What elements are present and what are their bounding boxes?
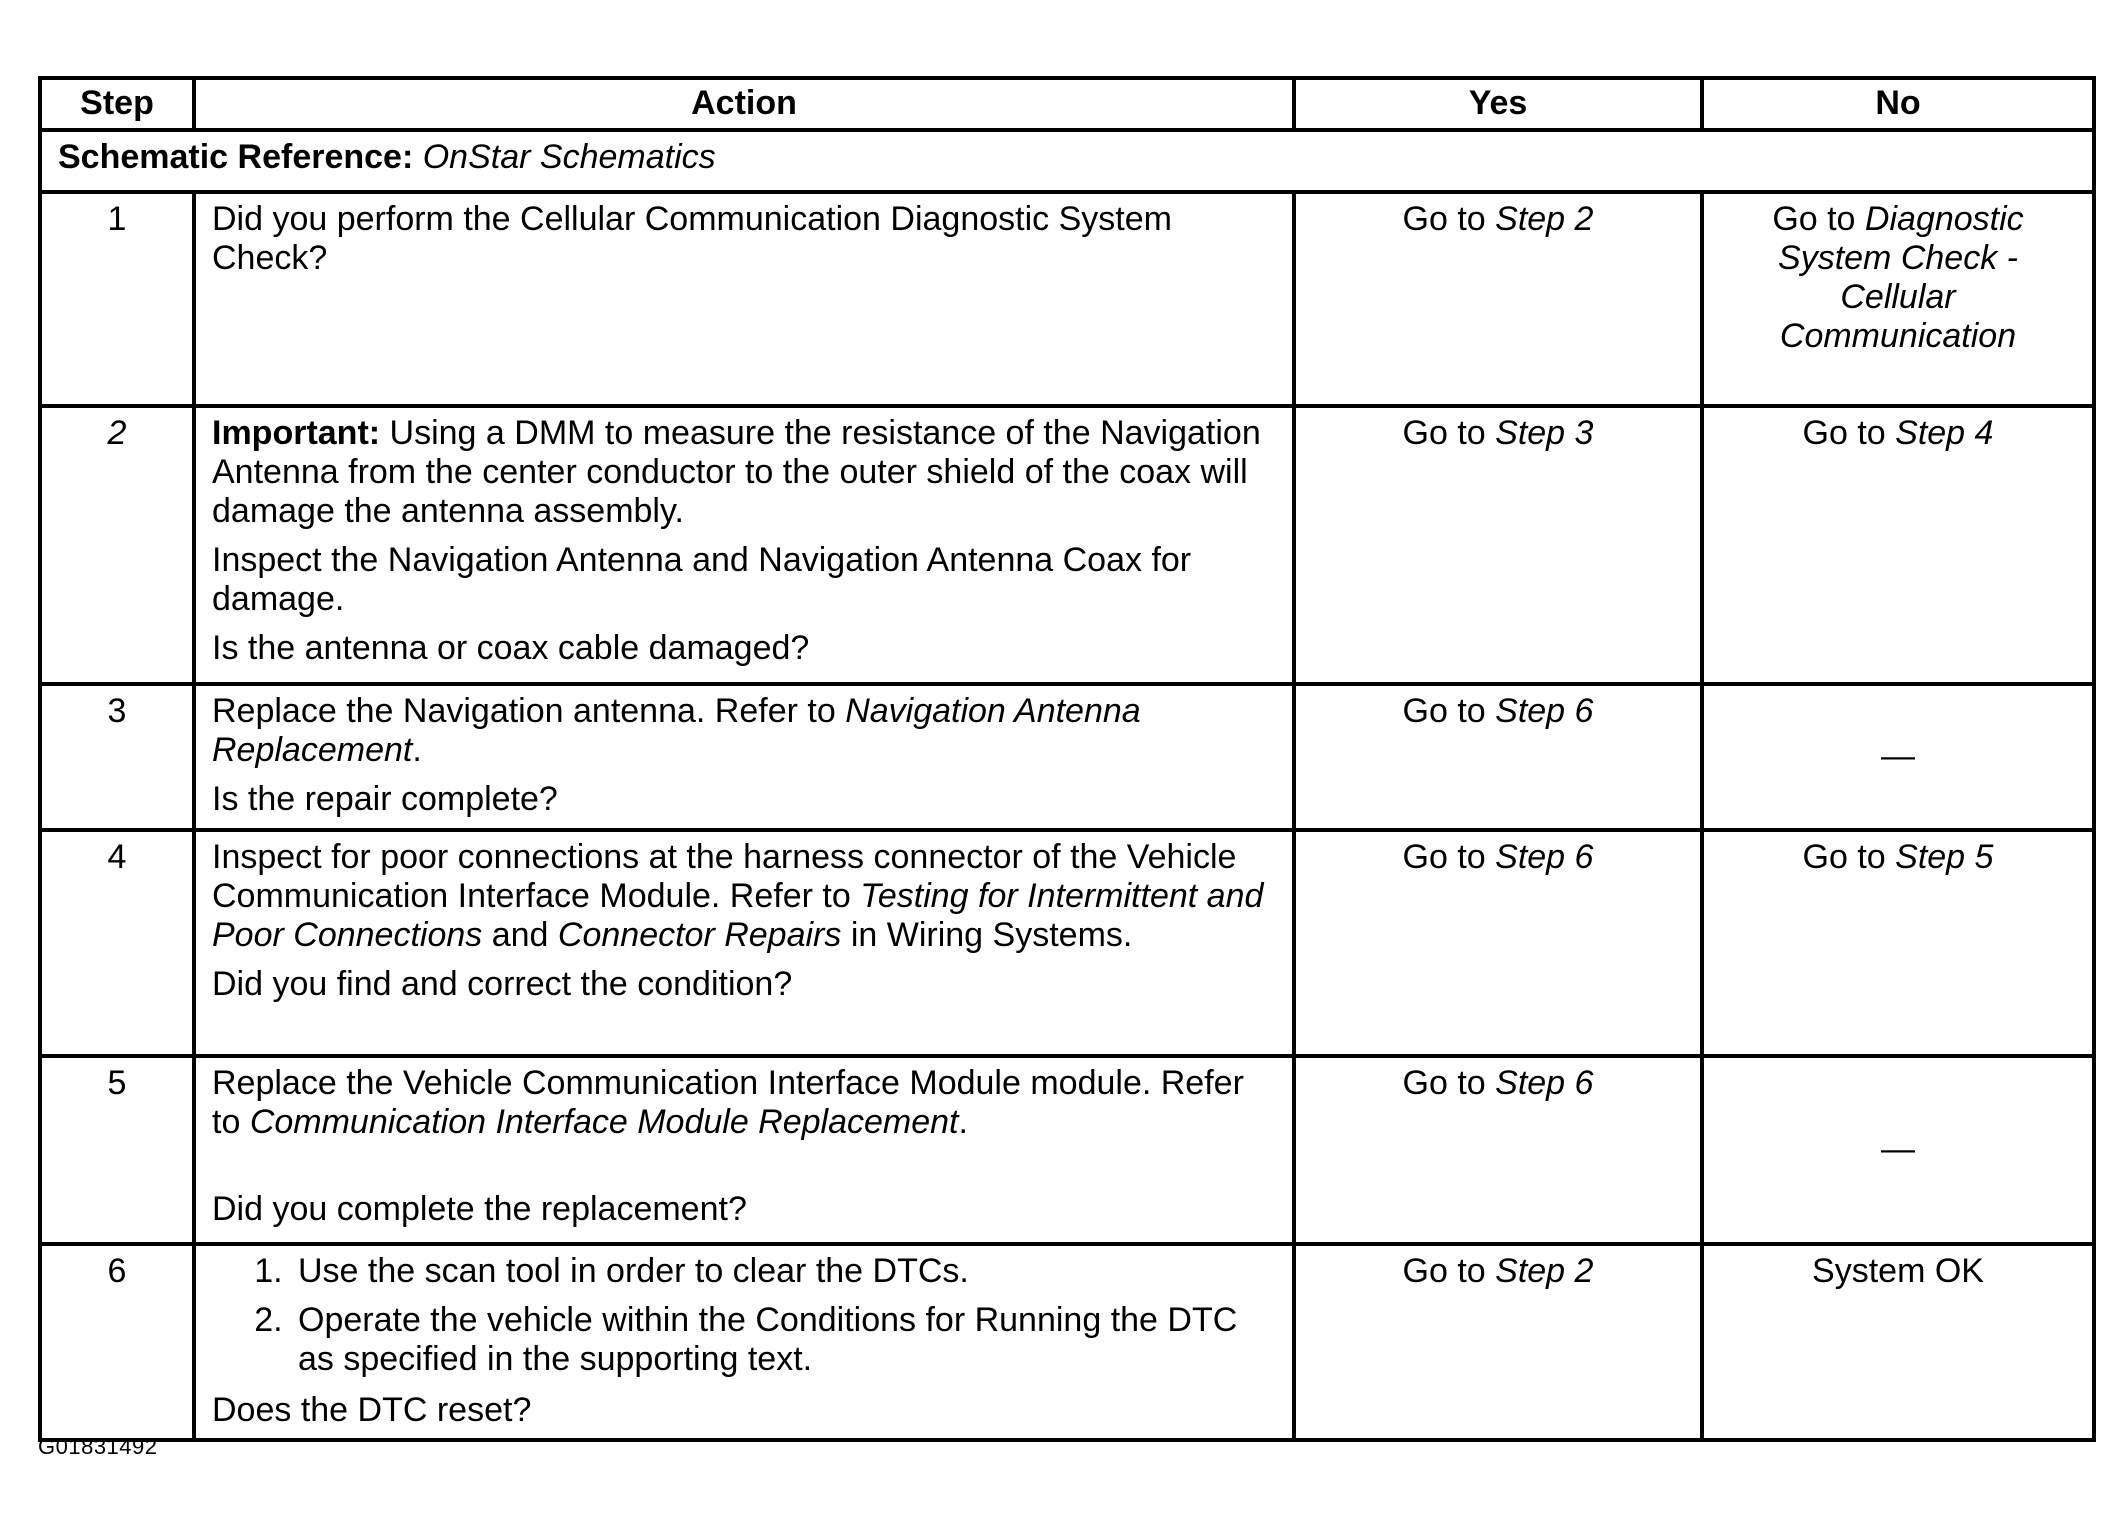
step-number: 6 [40,1244,194,1440]
table-row-step-5 [40,1056,2094,1244]
yes-cell [1294,406,1702,684]
action-question: Did you complete the replacement? [212,1190,747,1228]
yes-prefix: Go to [1402,200,1496,238]
table-row-step-2 [40,406,2094,684]
instruction-link[interactable]: Navigation Antenna Replacement [212,692,1141,769]
header-action: Action [194,78,1294,130]
table-row-step-1 [40,192,2094,406]
instruction-text: Replace the Navigation antenna. Refer to [212,692,846,730]
yes-cell [1294,1056,1702,1244]
action-question: Did you find and correct the condition? [212,965,793,1003]
yes-prefix: Go to [1402,1252,1496,1290]
no-link[interactable]: Step 5 [1895,838,1994,876]
instruction-text: Replace the Vehicle Communication Interface Module module. Refer to [212,1064,1244,1141]
yes-cell [1294,1244,1702,1440]
action-cell [194,830,1294,1056]
action-instruction [212,838,1276,955]
action-cell [194,684,1294,830]
schematic-reference [40,130,2094,192]
no-cell [1702,830,2094,1056]
header-step: Step [40,78,194,130]
no-dash: — [1881,1129,1915,1168]
yes-cell [1294,192,1702,406]
instruction-text-mid: and [482,916,558,954]
yes-link[interactable]: Step 6 [1495,1064,1594,1102]
header-yes: Yes [1294,78,1702,130]
instruction-link-2[interactable]: Connector Repairs [557,916,842,954]
procedure-item: 2. Operate the vehicle within the Conditions for Running the DTC as specified in the supporting text. [292,1301,1276,1379]
action-cell [194,192,1294,406]
yes-link[interactable]: Step 3 [1495,414,1594,452]
step-number: 5 [40,1056,194,1244]
yes-cell [1294,684,1702,830]
figure-id: G01831492 [38,1434,158,1459]
schematic-reference-link[interactable]: OnStar Schematics [422,138,716,176]
schematic-reference-row [40,130,2094,192]
instruction-text-end: . [958,1103,968,1141]
no-cell [1702,1056,2094,1244]
step-number: 3 [40,684,194,830]
yes-link[interactable]: Step 2 [1495,200,1594,238]
action-instruction: Inspect the Navigation Antenna and Navigation Antenna Coax for damage. [212,541,1192,618]
no-cell [1702,684,2094,830]
action-instruction [212,692,1276,770]
yes-cell [1294,830,1702,1056]
header-row [40,78,2094,130]
action-instruction [212,1064,1276,1142]
yes-link[interactable]: Step 6 [1495,838,1594,876]
table-row-step-4 [40,830,2094,1056]
header-no: No [1702,78,2094,130]
yes-link[interactable]: Step 2 [1495,1252,1594,1290]
important-note [212,414,1276,531]
schematic-reference-label: Schematic Reference: [58,138,414,176]
procedure-item: 1. Use the scan tool in order to clear the DTCs. [292,1252,1276,1291]
no-prefix: Go to [1802,414,1896,452]
diagnostic-sheet [38,76,2092,1442]
instruction-link[interactable]: Communication Interface Module Replacement [249,1103,959,1141]
table-row-step-6 [40,1244,2094,1440]
instruction-link-1[interactable]: Testing for Intermittent and Poor Connections [212,877,1264,954]
no-prefix: Go to [1802,838,1896,876]
action-question: Is the repair complete? [212,780,558,818]
diagnostic-table [38,76,2096,1442]
no-cell [1702,1244,2094,1440]
action-question: Did you perform the Cellular Communication Diagnostic System Check? [212,200,1172,277]
instruction-text-end: . [412,731,422,769]
no-prefix: Go to [1772,200,1865,238]
yes-prefix: Go to [1402,414,1496,452]
action-question: Does the DTC reset? [212,1391,532,1429]
important-label: Important: [212,414,381,452]
instruction-text: Inspect for poor connections at the harness connector of the Vehicle Communication Interface Module. Refer to [212,838,1237,915]
yes-prefix: Go to [1402,1064,1496,1102]
important-text: Using a DMM to measure the resistance of the Navigation Antenna from the center conductor to the outer shield of the coax will damage the antenna assembly. [212,414,1261,530]
step-number: 1 [40,192,194,406]
no-result: System OK [1812,1252,1984,1290]
procedure-list [212,1252,1276,1379]
action-cell [194,406,1294,684]
yes-link[interactable]: Step 6 [1495,692,1594,730]
yes-prefix: Go to [1402,838,1496,876]
yes-prefix: Go to [1402,692,1496,730]
step-number: 2 [40,406,194,684]
action-cell [194,1244,1294,1440]
no-cell [1702,406,2094,684]
table-row-step-3 [40,684,2094,830]
action-question: Is the antenna or coax cable damaged? [212,629,810,667]
no-cell [1702,192,2094,406]
action-cell [194,1056,1294,1244]
no-link[interactable]: Diagnostic System Check - Cellular Communication [1778,200,2024,355]
no-link[interactable]: Step 4 [1895,414,1994,452]
no-dash: — [1881,736,1915,775]
step-number: 4 [40,830,194,1056]
instruction-text-end: in Wiring Systems. [841,916,1133,954]
spacer [212,1152,1276,1190]
